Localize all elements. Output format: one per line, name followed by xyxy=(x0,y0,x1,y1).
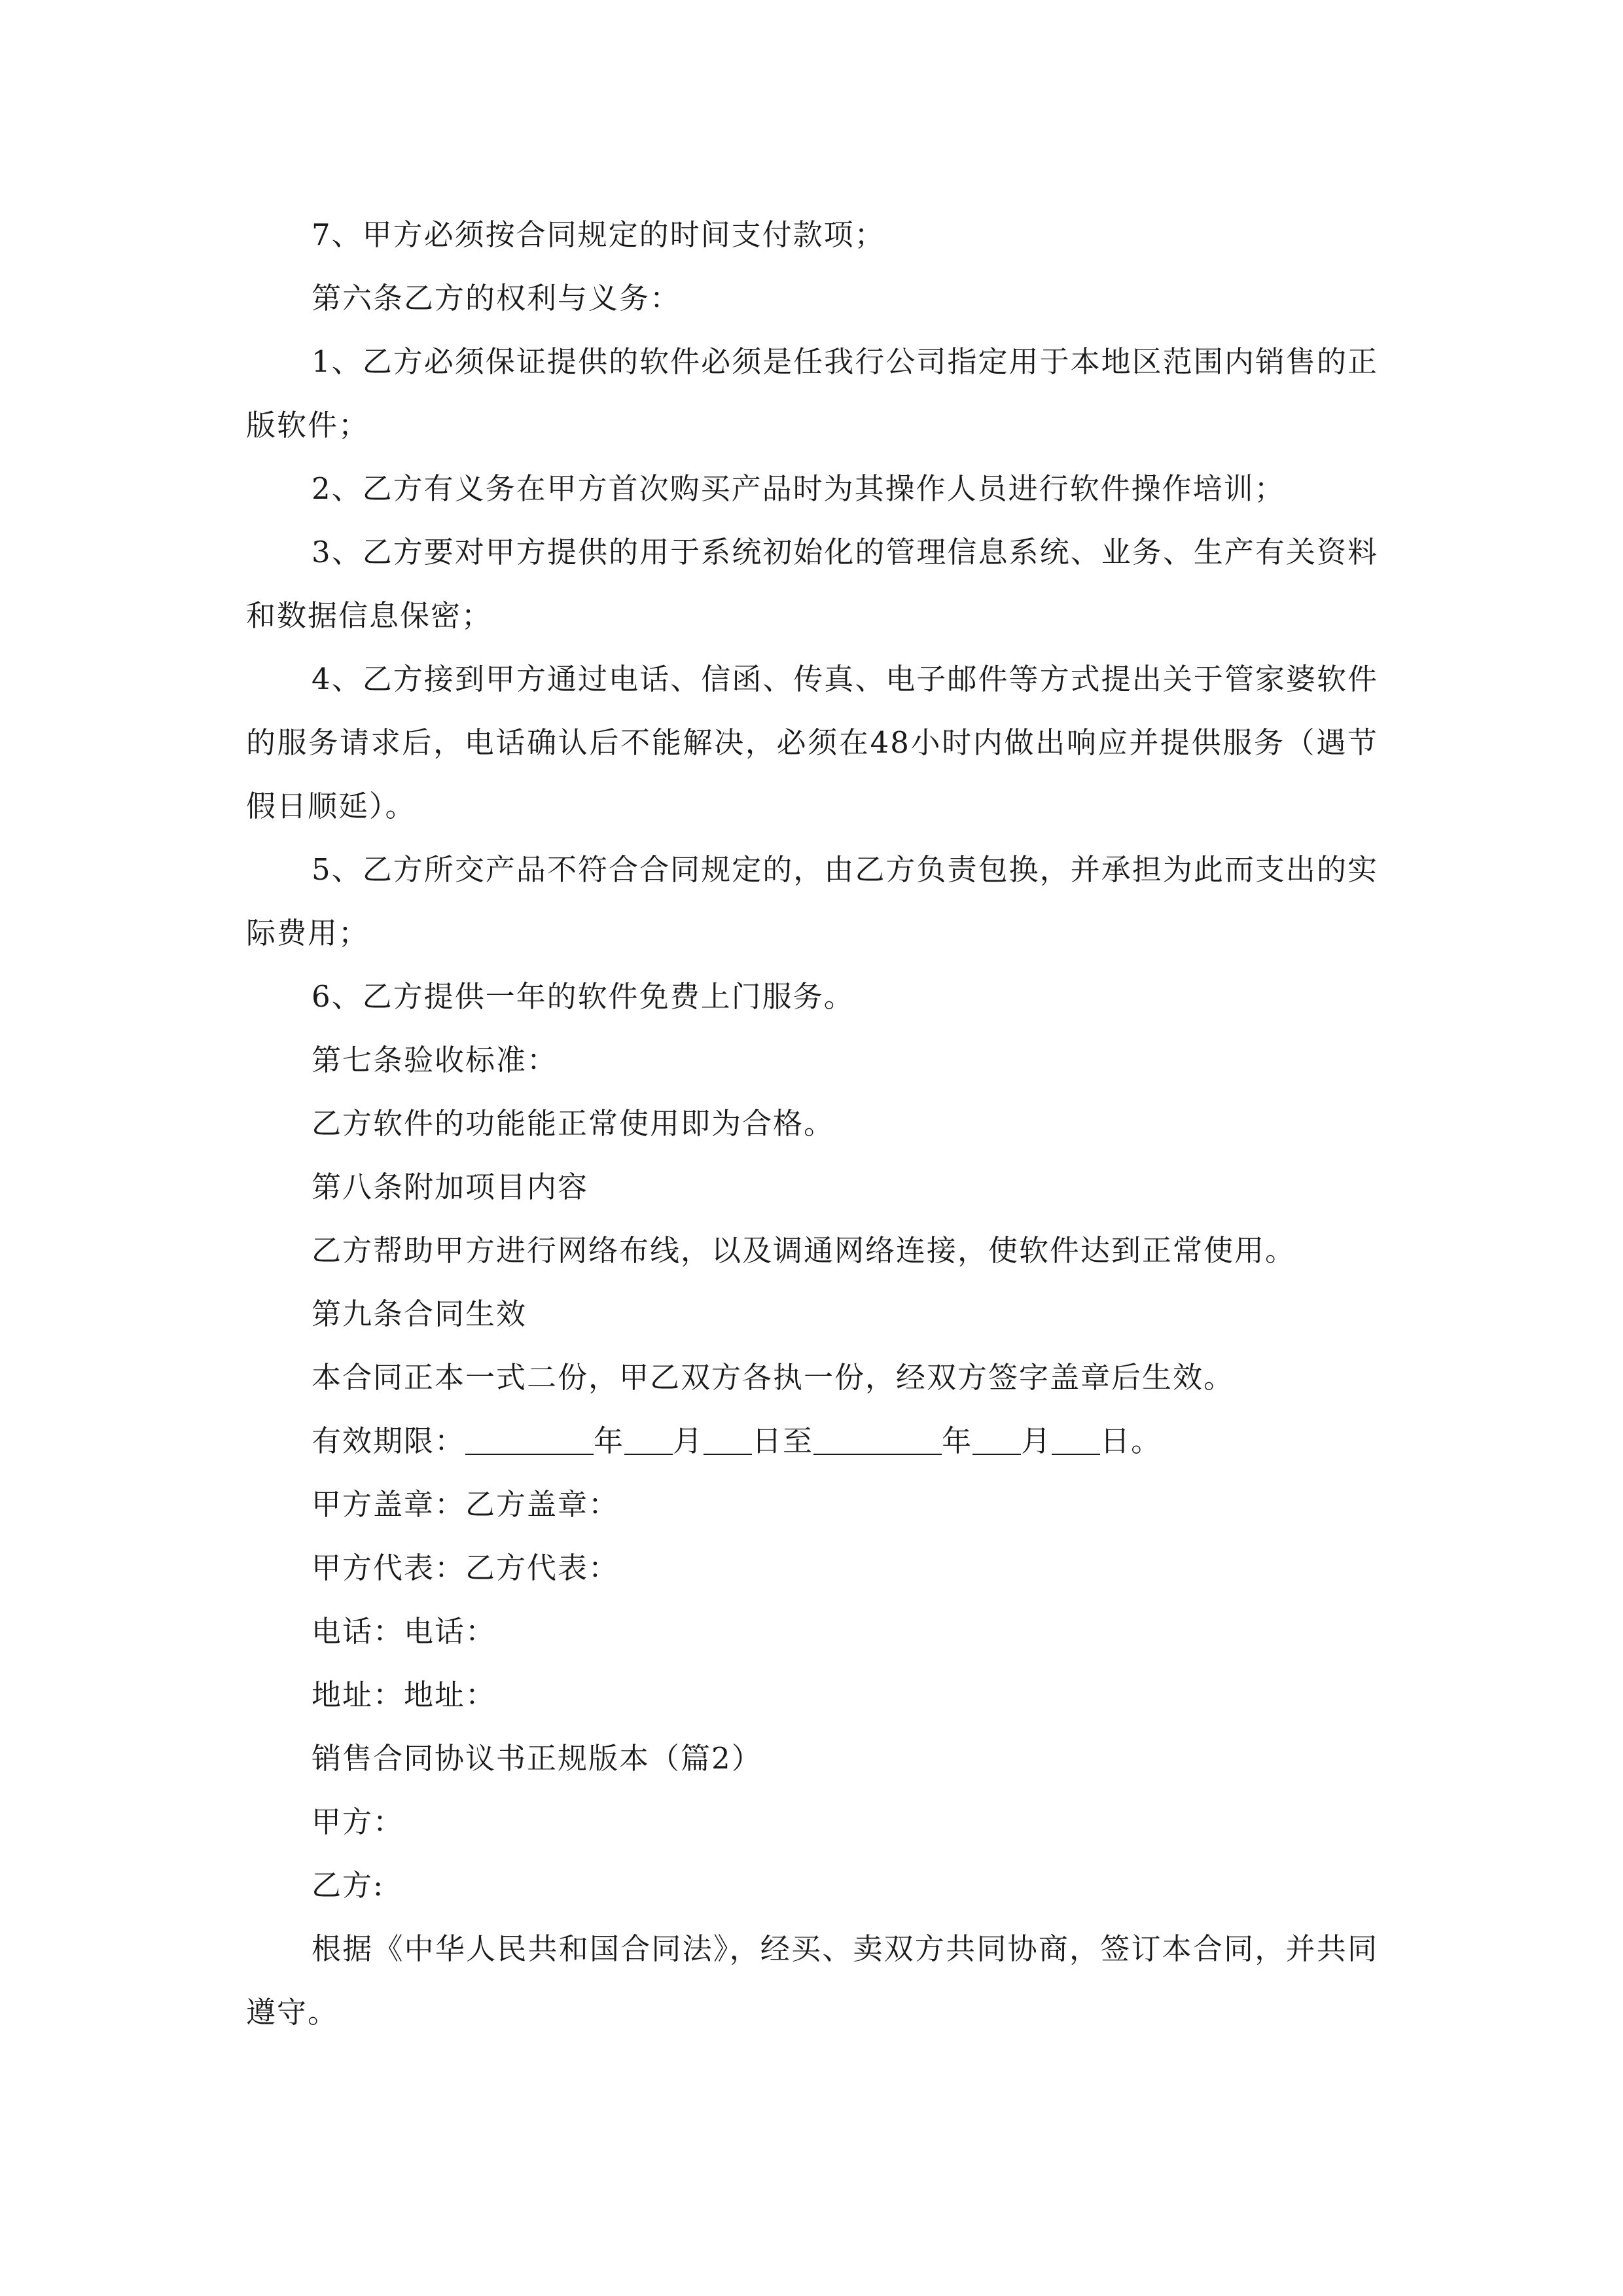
party-a-line: 甲方： xyxy=(312,1804,404,1839)
month-unit-1: 月 xyxy=(673,1424,704,1458)
validity-period-line xyxy=(246,1409,1378,1473)
year-blank-2[interactable] xyxy=(813,1427,942,1455)
representative-line: 甲方代表：乙方代表： xyxy=(312,1551,620,1585)
address-line: 地址：地址： xyxy=(312,1677,497,1712)
article-8-heading: 第八条附加项目内容 xyxy=(312,1170,589,1204)
month-blank-1[interactable] xyxy=(624,1427,673,1455)
document-body xyxy=(246,203,1378,2044)
year-unit-2: 年 xyxy=(942,1424,973,1458)
month-blank-2[interactable] xyxy=(972,1427,1021,1455)
day-to-unit: 日至 xyxy=(752,1424,814,1458)
month-unit-2: 月 xyxy=(1021,1424,1052,1458)
article-6-heading: 第六条乙方的权利与义务： xyxy=(312,281,681,315)
additional-items: 乙方帮助甲方进行网络布线，以及调通网络连接，使软件达到正常使用。 xyxy=(312,1233,1296,1268)
clause-1-genuine-software: 1、乙方必须保证提供的软件必须是任我行公司指定用于本地区范围内销售的正版软件； xyxy=(246,344,1378,442)
day-end-unit: 日。 xyxy=(1100,1424,1162,1458)
clause-2-training: 2、乙方有义务在甲方首次购买产品时为其操作人员进行软件操作培训； xyxy=(312,471,1285,506)
contract-basis-paragraph: 根据《中华人民共和国合同法》，经买、卖双方共同协商，签订本合同，并共同遵守。 xyxy=(246,1931,1378,2030)
seal-line: 甲方盖章：乙方盖章： xyxy=(312,1487,620,1522)
effectiveness-text: 本合同正本一式二份，甲乙双方各执一份，经双方签字盖章后生效。 xyxy=(312,1360,1235,1395)
clause-3-confidentiality: 3、乙方要对甲方提供的用于系统初始化的管理信息系统、业务、生产有关资料和数据信息保密； xyxy=(246,535,1378,633)
phone-line: 电话：电话： xyxy=(312,1614,497,1649)
day-blank-2[interactable] xyxy=(1052,1427,1100,1455)
acceptance-standard: 乙方软件的功能能正常使用即为合格。 xyxy=(312,1106,835,1141)
party-b-line: 乙方: xyxy=(312,1868,385,1903)
year-unit-1: 年 xyxy=(594,1424,625,1458)
validity-label: 有效期限： xyxy=(312,1424,466,1458)
clause-5-replacement: 5、乙方所交产品不符合合同规定的，由乙方负责包换，并承担为此而支出的实际费用； xyxy=(246,852,1378,950)
article-9-heading: 第九条合同生效 xyxy=(312,1297,527,1331)
clause-7-payment: 7、甲方必须按合同规定的时间支付款项； xyxy=(312,217,885,252)
section-title-part-2: 销售合同协议书正规版本（篇2） xyxy=(312,1741,762,1776)
article-7-heading: 第七条验收标准： xyxy=(312,1043,558,1077)
year-blank-1[interactable] xyxy=(465,1427,594,1455)
clause-4-service-response: 4、乙方接到甲方通过电话、信函、传真、电子邮件等方式提出关于管家婆软件的服务请求后，电话确认后不能解决，必须在48小时内做出响应并提供服务（遇节假日顺延）。 xyxy=(246,662,1378,823)
clause-6-onsite-service: 6、乙方提供一年的软件免费上门服务。 xyxy=(312,979,855,1014)
day-blank-1[interactable] xyxy=(704,1427,752,1455)
